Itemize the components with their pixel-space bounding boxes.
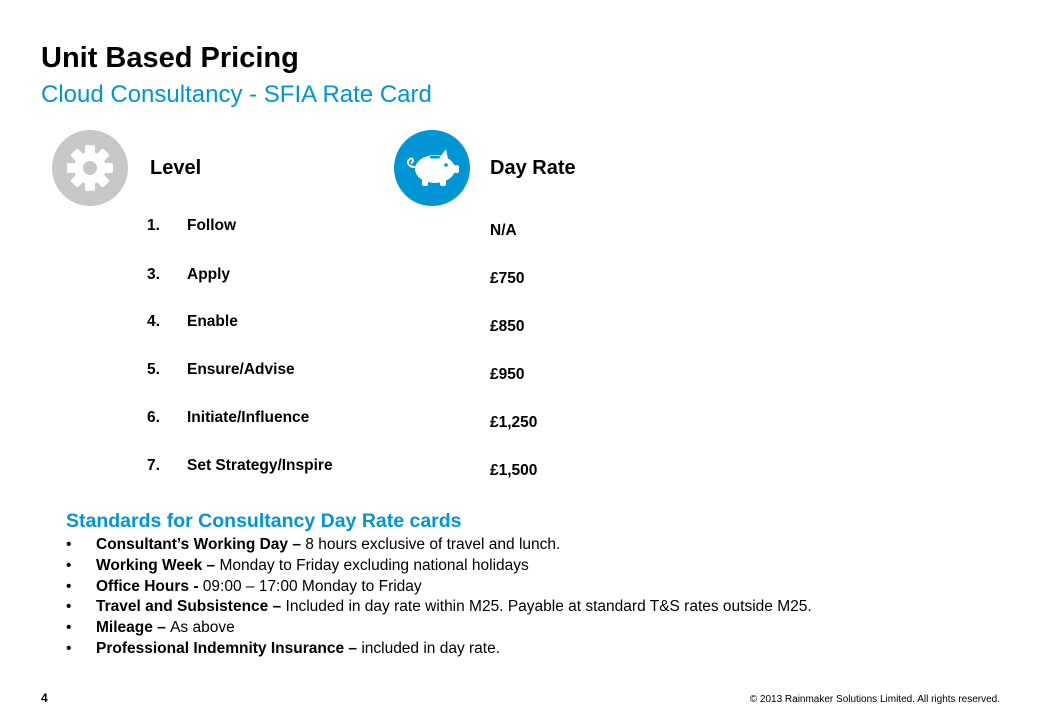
level-name: Follow (187, 217, 237, 234)
list-item (66, 537, 812, 558)
bullet: • (66, 556, 72, 574)
level-number: 3. (147, 266, 160, 283)
day-rate-value: £950 (490, 366, 525, 383)
list-item (66, 579, 812, 600)
standard-label: Mileage – (96, 619, 171, 637)
bullet: • (66, 577, 72, 595)
level-column-heading: Level (150, 157, 202, 179)
level-name: Enable (187, 313, 238, 330)
level-name: Initiate/Influence (187, 409, 310, 426)
page-number: 4 (41, 691, 48, 705)
list-item (66, 641, 812, 662)
level-number: 6. (147, 409, 160, 426)
level-number: 1. (147, 217, 160, 234)
day-rate-value: £1,500 (490, 462, 538, 479)
day-rate-value: £1,250 (490, 414, 538, 431)
level-name: Apply (187, 266, 231, 283)
bullet: • (66, 619, 72, 637)
standard-label: Consultant’s Working Day – (96, 536, 306, 553)
day-rate-value: N/A (490, 222, 517, 239)
day-rate-value: £750 (490, 270, 525, 287)
day-rate-value: £850 (490, 318, 525, 335)
gear-icon (52, 130, 128, 206)
standard-text: Included in day rate within M25. Payable at standard T&S rates outside M25. (285, 598, 812, 616)
standard-text: included in day rate. (361, 639, 501, 657)
list-item (66, 599, 812, 620)
page-title: Unit Based Pricing (41, 42, 299, 74)
standard-label: Travel and Subsistence – (96, 598, 286, 616)
standard-label: Working Week – (96, 556, 220, 574)
bullet: • (66, 639, 72, 657)
standards-heading: Standards for Consultancy Day Rate cards (66, 510, 462, 532)
copyright-notice: © 2013 Rainmaker Solutions Limited. All rights reserved. (749, 694, 1000, 705)
standard-text: As above (170, 619, 235, 637)
standard-text: Monday to Friday excluding national holidays (219, 556, 529, 574)
page-subtitle: Cloud Consultancy - SFIA Rate Card (41, 81, 432, 108)
level-name: Ensure/Advise (187, 361, 295, 378)
level-name: Set Strategy/Inspire (187, 457, 333, 474)
bullet: • (66, 598, 72, 616)
standard-label: Office Hours - (96, 577, 203, 595)
level-number: 4. (147, 313, 160, 330)
standard-text: 8 hours exclusive of travel and lunch. (305, 536, 561, 553)
piggy-bank-icon (394, 130, 470, 206)
level-number: 7. (147, 457, 160, 474)
bullet: • (66, 536, 72, 553)
list-item (66, 620, 812, 641)
level-number: 5. (147, 361, 160, 378)
standard-label: Professional Indemnity Insurance – (96, 639, 362, 657)
list-item (66, 558, 812, 579)
day-rate-column-heading: Day Rate (490, 157, 576, 179)
standard-text: 09:00 – 17:00 Monday to Friday (202, 577, 422, 595)
standards-list (66, 537, 812, 662)
